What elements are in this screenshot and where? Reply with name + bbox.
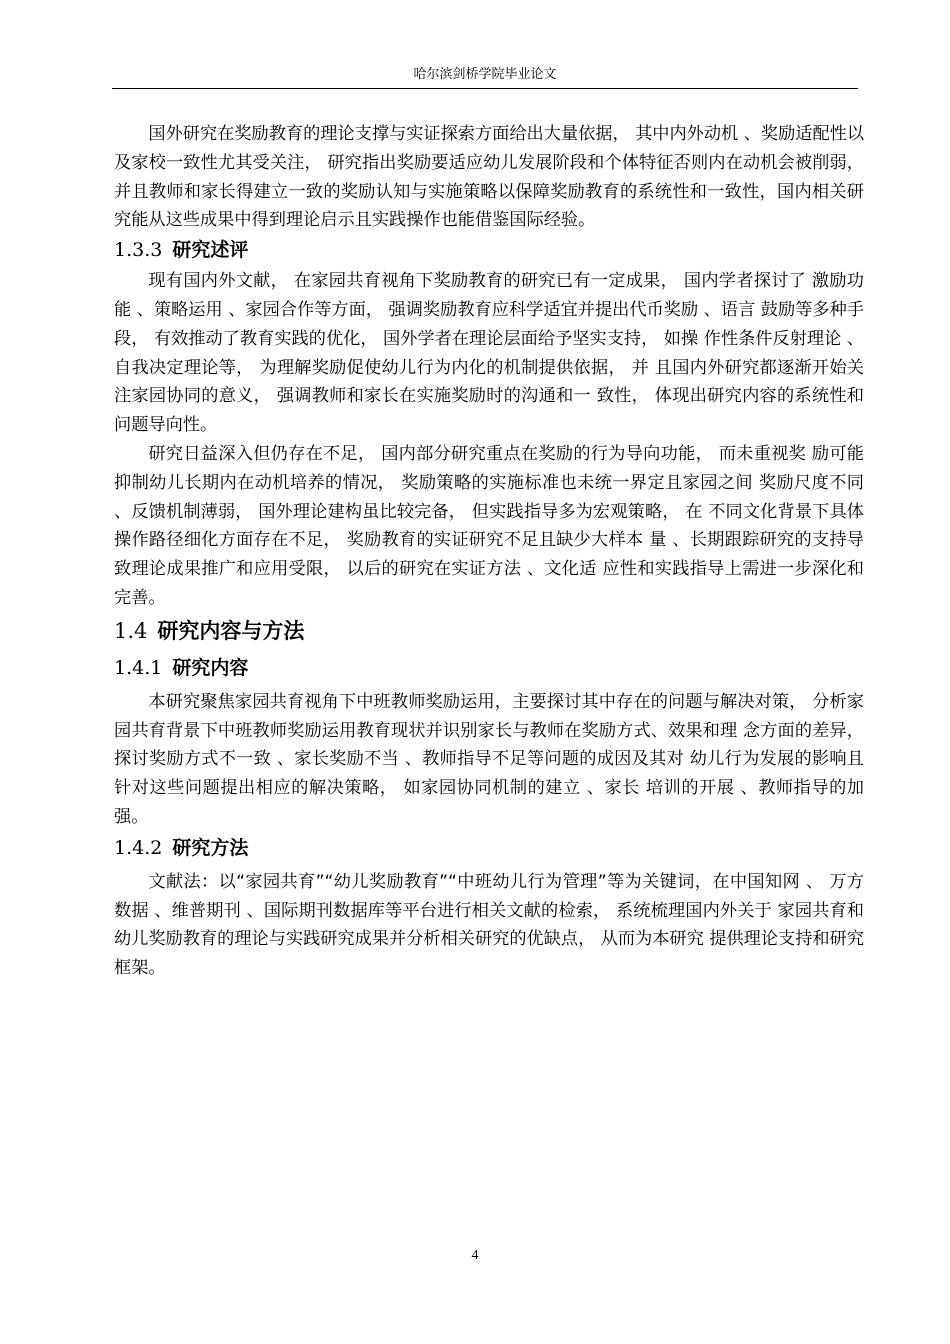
header-rule	[112, 88, 858, 89]
heading-1-4-1	[114, 654, 864, 682]
paragraph-foreign-research: 国外研究在奖励教育的理论支撑与实证探索方面给出大量依据， 其中内外动机 、奖励适配性以及家校一致性尤其受关注， 研究指出奖励要适应幼儿发展阶段和个体特征否则内在动机会被削弱， 并且教师和家长得建立一致的奖励认知与实施策略以保障奖励教育的系统性和一致性，国内相关研究能从这些成果中得到理论启示且实践操作也能借鉴国际经验。	[114, 124, 865, 231]
body-content	[114, 120, 864, 983]
heading-1-4-2	[114, 834, 864, 862]
heading-number: 1.4.1	[114, 656, 163, 679]
running-header: 哈尔滨剑桥学院毕业论文	[413, 67, 557, 82]
heading-number: 1.3.3	[114, 239, 163, 262]
heading-1-4	[114, 615, 864, 647]
paragraph-research-content: 本研究聚焦家园共育视角下中班教师奖励运用，主要探讨其中存在的问题与解决对策， 分析家园共育背景下中班教师奖励运用教育现状并识别家长与教师在奖励方式、效果和理 念方面的差异， 探讨奖励方式不一致 、家长奖励不当 、教师指导不足等问题的成因及其对 幼儿行为发展的影响且针对这些问题提出相应的解决策略， 如家园协同机制的建立 、家长 培训的开展 、教师指导的加强。	[114, 691, 864, 827]
heading-title: 研究内容	[172, 656, 249, 679]
page-number: 4	[471, 1248, 479, 1263]
heading-number: 1.4	[114, 618, 148, 643]
paragraph-review-shortcomings: 研究日益深入但仍存在不足， 国内部分研究重点在奖励的行为导向功能， 而未重视奖 励可能抑制幼儿长期内在动机培养的情况， 奖励策略的实施标准也未统一界定且家园之间 奖励尺度不同 、反馈机制薄弱， 国外理论建构虽比较完备， 但实践指导多为宏观策略， 在 不同文化背景下具体操作路径细化方面存在不足， 奖励教育的实证研究不足且缺少大样本 量 、长期跟踪研究的支持导致理论成果推广和应用受限， 以后的研究在实证方法 、文化适 应性和实践指导上需进一步深化和完善。	[114, 443, 864, 608]
heading-number: 1.4.2	[114, 836, 163, 859]
paragraph-literature-method: 文献法：以“家园共育”“幼儿奖励教育”“中班幼儿行为管理”等为关键词，在中国知网 、 万方数据 、维普期刊 、国际期刊数据库等平台进行相关文献的检索， 系统梳理国内外关于 家园共育和幼儿奖励教育的理论与实践研究成果并分析相关研究的优缺点， 从而为本研究 提供理论支持和研究框架。	[114, 871, 864, 979]
heading-1-3-3	[114, 236, 864, 264]
heading-title: 研究述评	[172, 239, 249, 262]
heading-title: 研究方法	[172, 836, 249, 859]
paragraph-review-summary: 现有国内外文献， 在家园共育视角下奖励教育的研究已有一定成果， 国内学者探讨了 激励功能 、策略运用 、家园合作等方面， 强调奖励教育应科学适宜并提出代币奖励 、语言 鼓励等多种手段， 有效推动了教育实践的优化， 国外学者在理论层面给予坚实支持， 如操 作性条件反射理论 、自我决定理论等， 为理解奖励促使幼儿行为内化的机制提供依据， 并 且国内外研究都逐渐开始关注家园协同的意义， 强调教师和家长在实施奖励时的沟通和一 致性， 体现出研究内容的系统性和问题导向性。	[114, 271, 864, 436]
heading-title: 研究内容与方法	[157, 618, 305, 643]
